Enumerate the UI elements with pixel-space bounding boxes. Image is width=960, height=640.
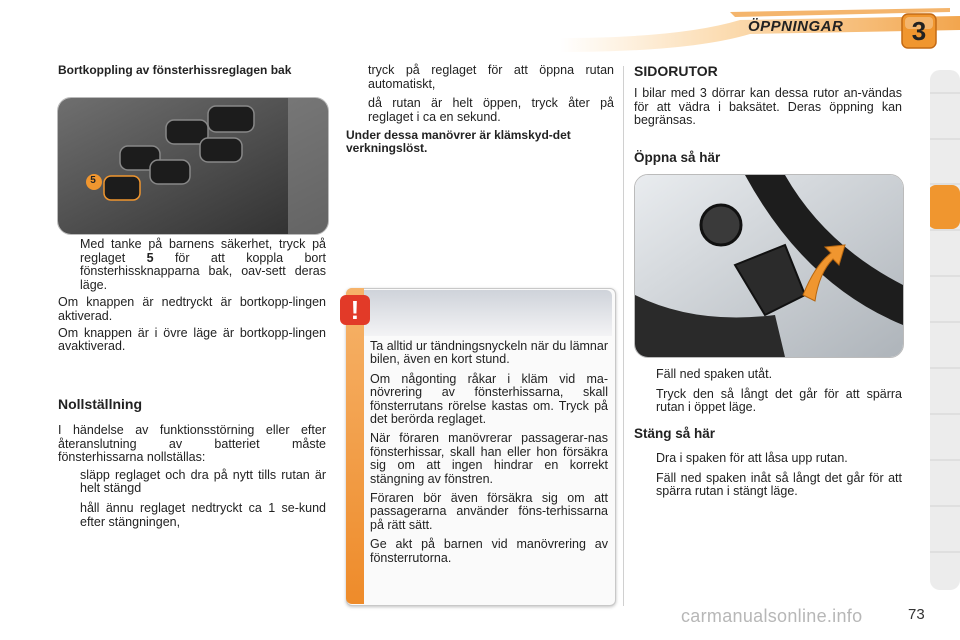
subheading-open: Öppna så här (634, 150, 721, 165)
paragraph: Om knappen är i övre läge är bortkopp-lingen avaktiverad. (58, 325, 326, 354)
bullet (634, 452, 902, 466)
left-heading: Bortkoppling av fönsterhissreglagen bak (58, 63, 292, 77)
bullet-text: för att koppla bort fönsterhissknapparna bak, oav-sett deras läge. (80, 250, 326, 292)
bullet (634, 472, 902, 499)
bullet-text: tryck på reglaget för att öppna rutan automatiskt, (368, 63, 614, 91)
bullet-text: Fäll ned spaken inåt så långt det går för att spärra rutan i stängt läge. (656, 470, 902, 499)
warning-header (364, 290, 612, 336)
page-number: 73 (908, 606, 925, 623)
open-steps (634, 368, 902, 421)
bullet-childlock (58, 238, 326, 292)
bullet (58, 469, 326, 496)
paragraph: I händelse av funktionsstörning eller efter återanslutning av batteriet måste fönsterhissarna nollställas: (58, 423, 326, 465)
close-steps (634, 452, 902, 505)
chapter-tabs[interactable] (930, 70, 960, 590)
chapter-title: ÖPPNINGAR (748, 18, 844, 35)
warning-paragraph: Ta alltid ur tändningsnyckeln när du lämnar bilen, även en kort stund. (370, 339, 608, 367)
warning-paragraph: När föraren manövrerar passagerar-nas fönsterhissar, skall han eller hon försäkra sig om att ingen hindrar en korrekt stängning av fönstren. (370, 431, 608, 486)
bullet-ref-number: 5 (146, 250, 154, 265)
bullet (346, 97, 614, 124)
bullet-text: Med tanke på barnens säkerhet, tryck på reglaget (80, 237, 326, 265)
warning-paragraph: Om någonting råkar i kläm vid ma-növrering av fönsterhissarna, skall fönsterrutans rörelse kastas om. Tryck på det berörda reglaget. (370, 371, 608, 427)
bullet-text: håll ännu reglaget nedtryckt ca 1 se-kund efter stängningen, (80, 500, 326, 529)
bullet-text: Fäll ned spaken utåt. (656, 367, 773, 381)
bullet-text: släpp reglaget och dra på nytt tills rutan är helt stängd (80, 467, 326, 496)
heading-side-windows: SIDORUTOR (634, 63, 718, 79)
bullet (58, 502, 326, 529)
bullet (346, 64, 614, 91)
bullet-text: Tryck den så långt det går för att spärra rutan i öppet läge. (656, 386, 902, 415)
bullet-text: Dra i spaken för att låsa upp rutan. (656, 451, 848, 465)
bold-note: Under dessa manövrer är klämskyd-det verkningslöst. (346, 128, 571, 156)
intro-paragraph: I bilar med 3 dörrar kan dessa rutor an-vändas för att vädra i baksätet. Deras öppning kan begränsas. (634, 86, 902, 128)
paragraph: Om knappen är nedtryckt är bortkopp-lingen aktiverad. (58, 295, 326, 323)
warning-paragraph: Föraren bör även försäkra sig om att passagerarna använder föns-terhissarna på rätt sätt. (370, 491, 608, 532)
bullet (634, 388, 902, 415)
callout-5: 5 (90, 175, 96, 186)
warning-strip (346, 288, 364, 604)
reset-text-block (58, 424, 326, 535)
subheading-reset: Nollställning (58, 396, 142, 412)
left-text-block (58, 238, 326, 354)
window-switch-photo (57, 97, 329, 235)
middle-text-block (346, 64, 614, 155)
watermark: carmanualsonline.info (681, 606, 863, 626)
chapter-number: 3 (911, 16, 927, 46)
warning-paragraph: Ge akt på barnen vid manövrering av fönsterrutorna. (370, 537, 608, 565)
subheading-close: Stäng så här (634, 426, 716, 441)
bullet (634, 368, 902, 382)
side-window-latch-photo (634, 174, 904, 358)
warning-text (370, 340, 608, 571)
column-divider (623, 66, 624, 606)
bullet-text: då rutan är helt öppen, tryck åter på reglaget i ca en sekund. (368, 96, 614, 124)
warning-icon: ! (340, 295, 370, 325)
